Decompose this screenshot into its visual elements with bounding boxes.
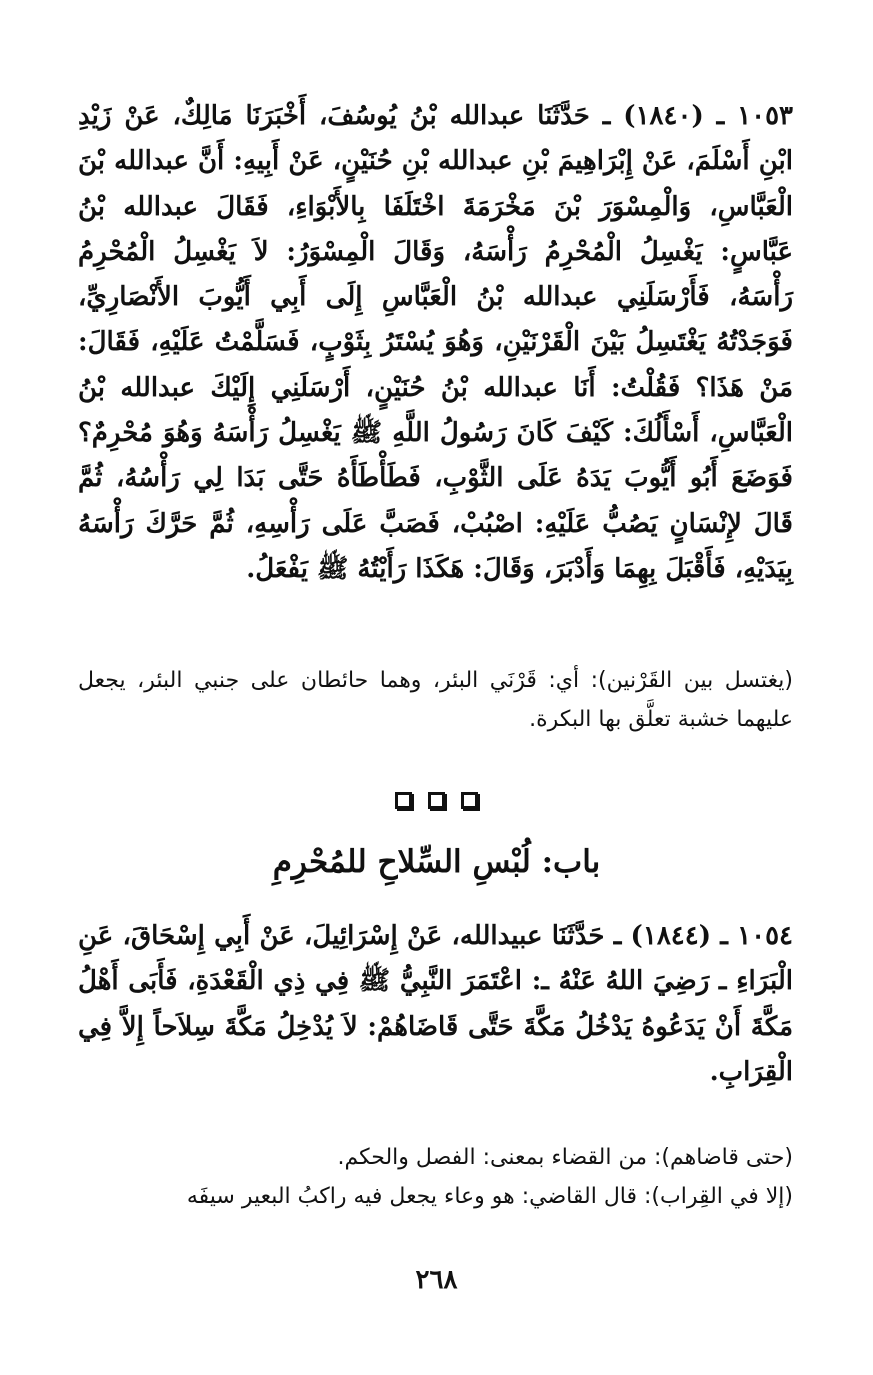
hadith-1053-commentary: (يغتسل بين القَرْنين): أي: قَرْنَي البئر، وهما حائطان على جنبي البئر، يجعل عليهما خشبة تعلَّق بها البكرة.: [78, 668, 793, 732]
ornament-square-icon: [395, 792, 412, 809]
section-divider: [0, 792, 873, 809]
hadith-1054-note-2: (إلا في القِراب): قال القاضي: هو وعاء يجعل فيه راكبُ البعير سيفَه: [186, 1184, 793, 1209]
hadith-1053-text: ١٠٥٣ ـ (١٨٤٠) ـ حَدَّثَنَا عبدالله بْنُ يُوسُفَ، أَخْبَرَنَا مَالِكٌ، عَنْ زَيْدِ ابْنِ أَسْلَمَ، عَنْ إِبْرَاهِيمَ بْنِ عبدالله بْنِ حُنَيْنٍ، عَنْ أَبِيهِ: أَنَّ عبدالله بْنَ الْعَبَّاسِ، وَالْمِسْوَرَ بْنَ مَخْرَمَةَ اخْتَلَفَا بِالأَبْوَاءِ، فَقَالَ عبدالله بْنُ عَبَّاسٍ: يَغْسِلُ الْمُحْرِمُ رَأْسَهُ، وَقَالَ الْمِسْوَرُ: لاَ يَغْسِلُ الْمُحْرِمُ رَأْسَهُ، فَأَرْسَلَنِي عبدالله بْنُ الْعَبَّاسِ إِلَى أَبِي أَيُّوبَ الأَنْصَارِيِّ، فَوَجَدْتُهُ يَغْتَسِلُ بَيْنَ الْقَرْنَيْنِ، وَهُوَ يُسْتَرُ بِثَوْبٍ، فَسَلَّمْتُ عَلَيْهِ، فَقَالَ: مَنْ هَذَا؟ فَقُلْتُ: أَنَا عبدالله بْنُ حُنَيْنٍ، أَرْسَلَنِي إِلَيْكَ عبدالله بْنُ الْعَبَّاسِ، أَسْأَلُكَ: كَيْفَ كَانَ رَسُولُ اللَّهِ ﷺ يَغْسِلُ رَأْسَهُ وَهُوَ مُحْرِمٌ؟ فَوَضَعَ أَبُو أَيُّوبَ يَدَهُ عَلَى الثَّوْبِ، فَطَأْطَأَهُ حَتَّى بَدَا لِي رَأْسُهُ، ثُمَّ قَالَ لإِنْسَانٍ يَصُبُّ عَلَيْهِ: اصْبُبْ، فَصَبَّ عَلَى رَأْسِهِ، ثُمَّ حَرَّكَ رَأْسَهُ بِيَدَيْهِ، فَأَقْبَلَ بِهِمَا وَأَدْبَرَ، وَقَالَ: هَكَذَا رَأَيْتُهُ ﷺ يَفْعَلُ.: [78, 101, 793, 584]
hadith-1054-note-1: (حتى قاضاهم): من القضاء بمعنى: الفصل والحكم.: [337, 1145, 793, 1170]
chapter-title: باب: لُبْسِ السِّلاحِ للمُحْرِمِ: [272, 844, 601, 880]
ornament-square-icon: [428, 792, 445, 809]
ornament-square-icon: [461, 792, 478, 809]
page-number: ٢٦٨: [415, 1265, 458, 1295]
hadith-1054-text: ١٠٥٤ ـ (١٨٤٤) ـ حَدَّثَنَا عبيدالله، عَنْ إِسْرَائِيلَ، عَنْ أَبِي إِسْحَاقَ، عَنِ الْبَرَاءِ ـ رَضِيَ اللهُ عَنْهُ ـ: اعْتَمَرَ النَّبِيُّ ﷺ فِي ذِي الْقَعْدَةِ، فَأَبَى أَهْلُ مَكَّةَ أَنْ يَدَعُوهُ يَدْخُلُ مَكَّةَ حَتَّى قَاضَاهُمْ: لاَ يُدْخِلُ مَكَّةَ سِلاَحاً إِلاَّ فِي الْقِرَابِ.: [78, 921, 793, 1087]
hadith-1054-notes: [78, 1138, 793, 1216]
